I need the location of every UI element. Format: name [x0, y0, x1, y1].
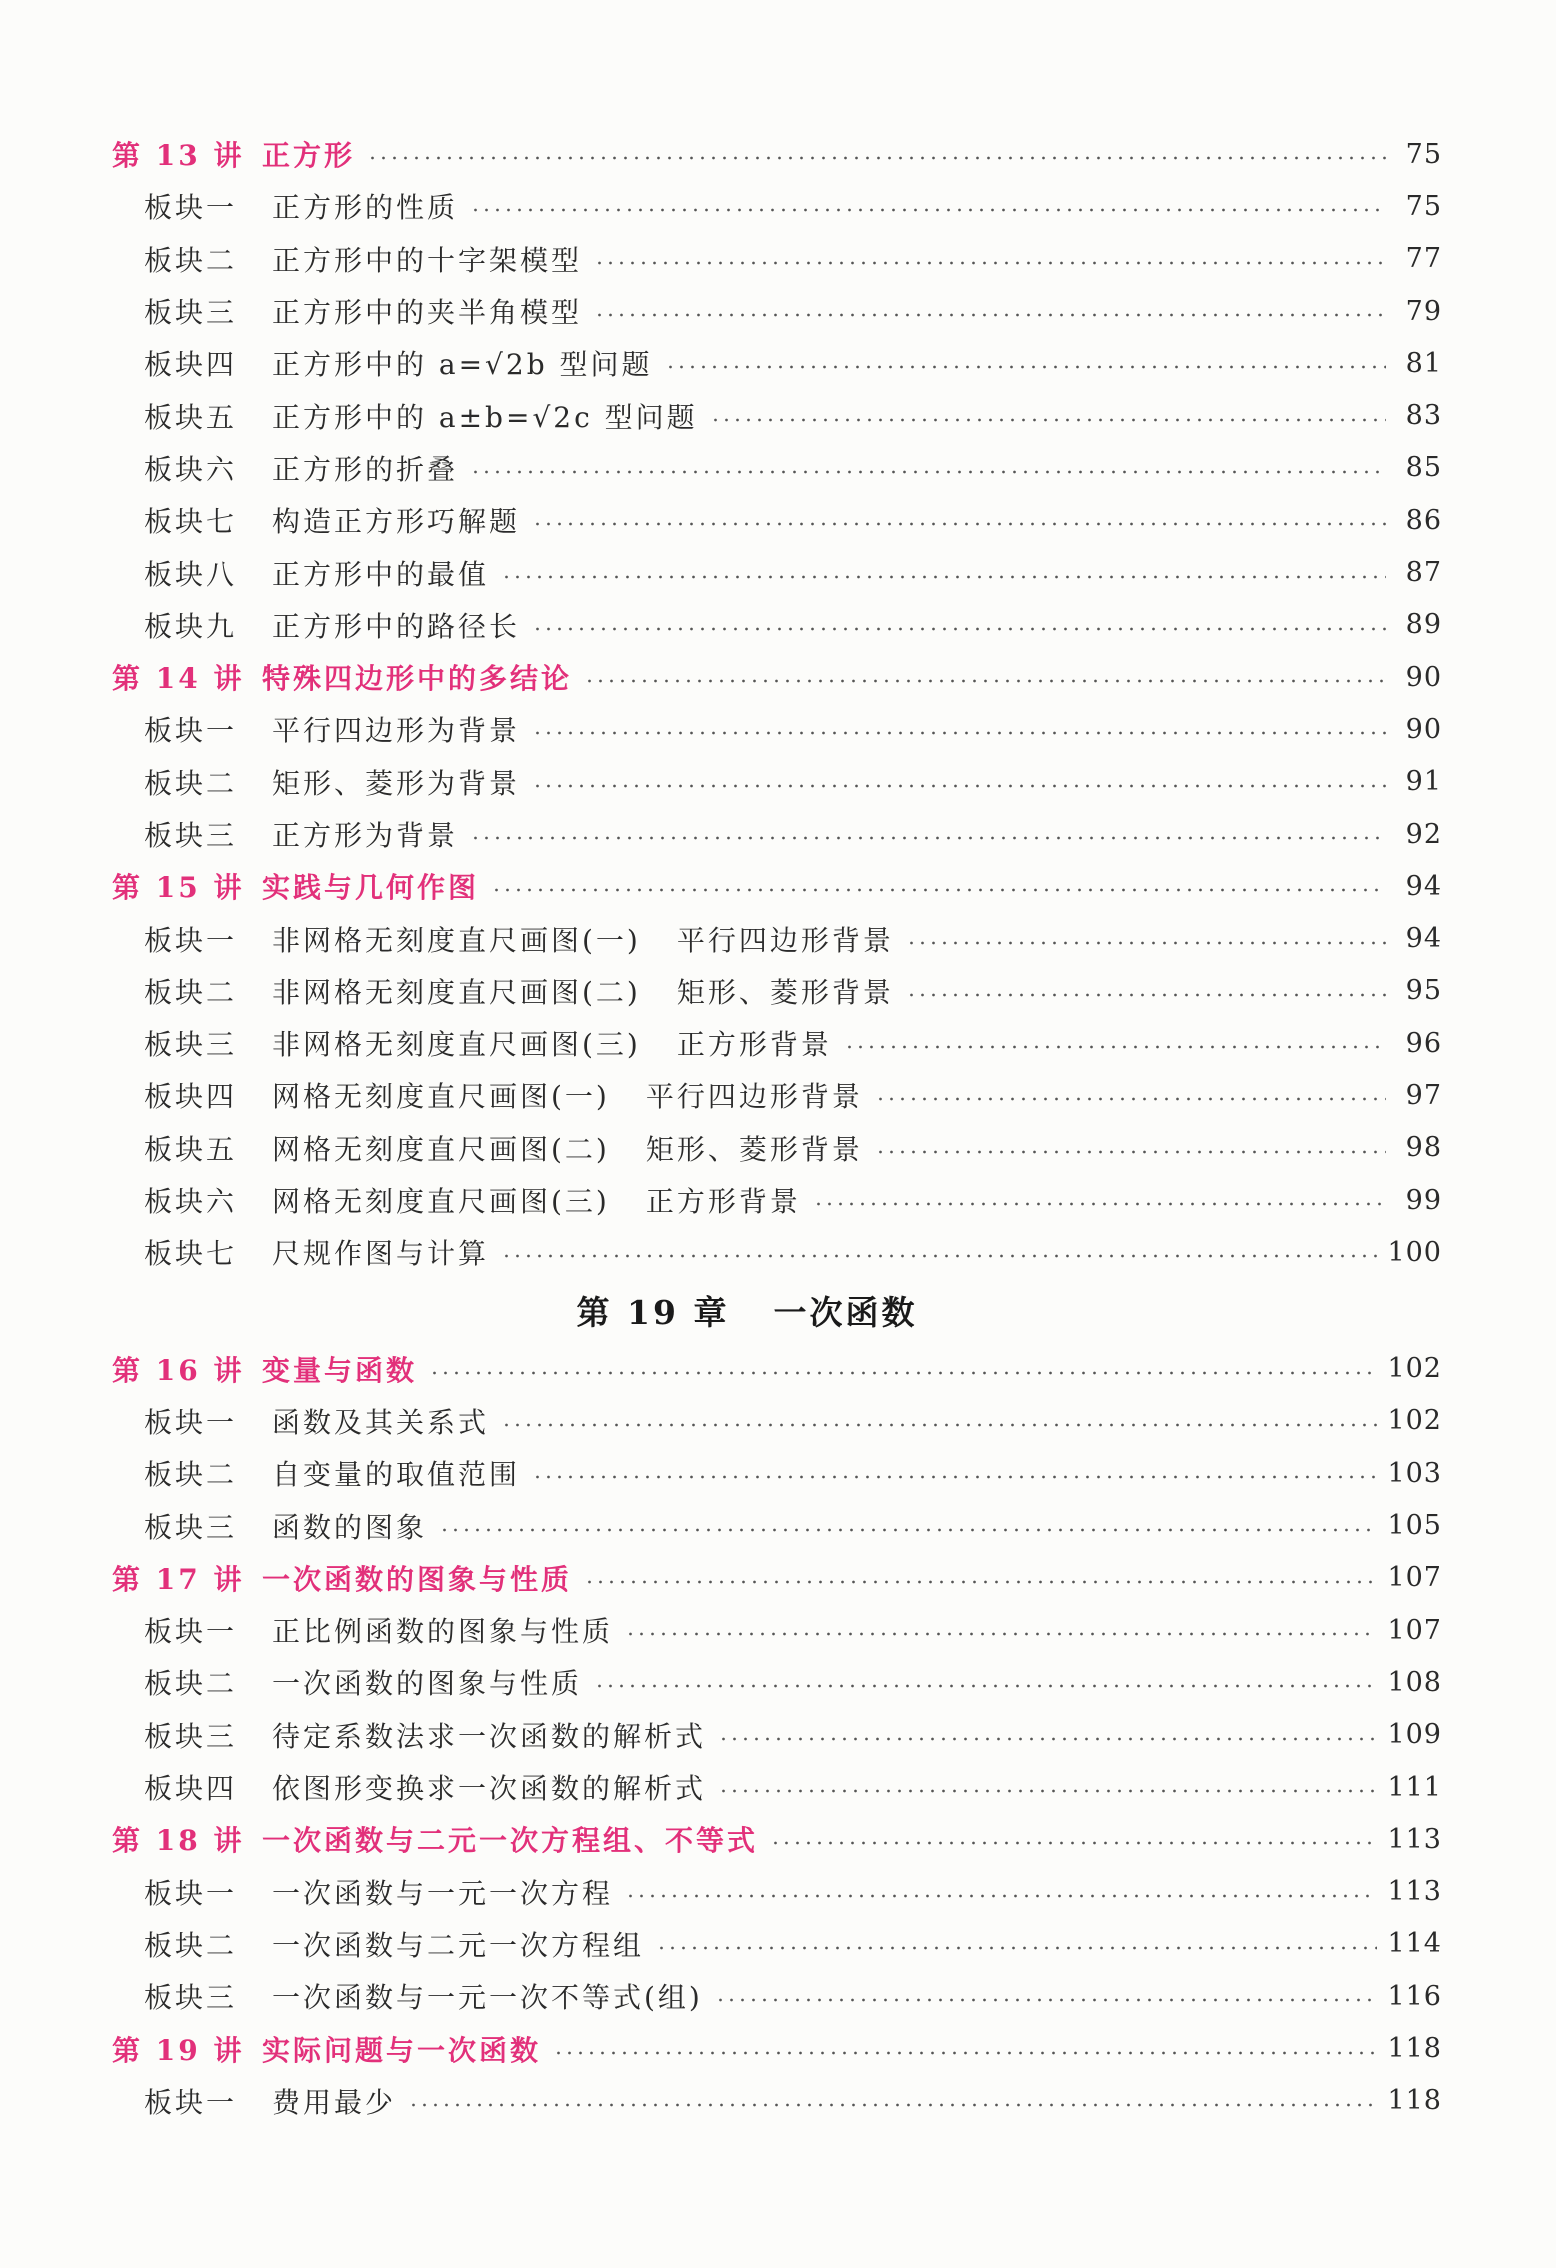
block-title-main: 费用最少	[272, 2085, 397, 2119]
block-label: 板块二	[144, 766, 238, 800]
toc-block-entry[interactable]	[112, 1069, 1442, 1121]
dot-leader	[553, 2050, 1377, 2056]
dot-leader	[532, 783, 1386, 789]
block-title-main: 非网格无刻度直尺画图(一)	[272, 923, 641, 957]
toc-block-entry[interactable]	[112, 1761, 1442, 1813]
toc-block-entry[interactable]	[112, 1970, 1442, 2022]
block-title-main: 正方形中的最值	[272, 557, 490, 591]
page-number: 116	[1387, 1980, 1442, 2012]
dot-leader	[594, 260, 1386, 266]
block-title-main: 正方形为背景	[272, 819, 459, 852]
block-label: 板块三	[144, 1719, 238, 1753]
toc-block-entry[interactable]	[112, 2075, 1442, 2127]
toc-block-entry[interactable]	[112, 1122, 1442, 1174]
page-number: 89	[1405, 609, 1442, 641]
block-title	[272, 2081, 396, 2121]
page-number: 91	[1405, 766, 1442, 798]
block-subtitle: 平行四边形背景	[645, 1080, 863, 1114]
dot-leader	[770, 1840, 1377, 1846]
page-number: 111	[1387, 1771, 1442, 1803]
block-subtitle: 正方形背景	[676, 1028, 832, 1062]
page-number: 102	[1387, 1405, 1442, 1437]
dot-leader	[625, 1893, 1377, 1899]
block-label: 板块三	[144, 296, 238, 330]
block-title	[272, 291, 582, 331]
toc-block-entry[interactable]	[112, 1395, 1442, 1447]
toc-lecture-entry[interactable]	[112, 860, 1442, 912]
block-title	[272, 343, 653, 383]
dot-leader	[429, 1370, 1377, 1376]
page-number: 114	[1387, 1928, 1442, 1960]
dot-leader	[532, 626, 1386, 632]
page-number: 96	[1405, 1027, 1442, 1059]
page-number: 103	[1387, 1457, 1442, 1489]
block-title-main: 网格无刻度直尺画图(二)	[272, 1132, 610, 1166]
block-subtitle: 正方形背景	[645, 1185, 801, 1219]
dot-leader	[501, 574, 1386, 580]
block-subtitle: 矩形、菱形背景	[676, 975, 894, 1009]
page-number: 90	[1405, 661, 1442, 693]
toc-block-entry[interactable]	[112, 389, 1442, 441]
page-number: 86	[1405, 504, 1442, 536]
page-number: 95	[1405, 975, 1442, 1007]
dot-leader	[501, 1422, 1377, 1428]
block-title	[272, 1128, 863, 1168]
dot-leader	[408, 2102, 1377, 2108]
toc-block-entry[interactable]	[112, 1604, 1442, 1656]
toc-block-entry[interactable]	[112, 1499, 1442, 1551]
lecture-title: 变量与函数	[262, 1353, 418, 1387]
block-title	[272, 762, 520, 802]
block-label: 板块七	[144, 1237, 238, 1271]
page-number: 75	[1405, 190, 1442, 222]
block-label: 板块三	[144, 1981, 238, 2015]
dot-leader	[718, 1788, 1377, 1794]
block-title-main: 矩形、菱形为背景	[272, 766, 521, 800]
block-label: 板块一	[144, 2085, 238, 2119]
block-title	[272, 186, 458, 226]
block-subtitle: 平行四边形背景	[676, 923, 894, 957]
dot-leader	[906, 992, 1386, 998]
block-title-main: 函数的图象	[272, 1510, 428, 1544]
dot-leader	[665, 364, 1386, 370]
block-label: 板块八	[144, 557, 238, 591]
toc-lecture-entry[interactable]	[112, 1552, 1442, 1604]
lecture-number: 第 19 讲	[112, 2033, 245, 2067]
block-label: 板块四	[144, 348, 238, 382]
dot-leader	[715, 1997, 1378, 2003]
lecture-number: 第 17 讲	[112, 1562, 245, 1596]
block-title	[272, 1662, 582, 1702]
toc-block-entry[interactable]	[112, 703, 1442, 755]
block-title	[272, 1715, 706, 1755]
page-number: 75	[1405, 138, 1442, 170]
block-title-main: 平行四边形为背景	[272, 714, 521, 748]
block-label: 板块一	[144, 923, 238, 957]
block-title-main: 正方形中的 a=√2b 型问题	[272, 348, 653, 382]
block-label: 板块五	[144, 1132, 238, 1166]
block-title-main: 正方形的性质	[272, 191, 459, 225]
dot-leader	[584, 1579, 1377, 1585]
block-title-main: 依图形变换求一次函数的解析式	[272, 1772, 707, 1806]
dot-leader	[532, 1474, 1377, 1480]
block-title-main: 一次函数与一元一次方程	[272, 1876, 614, 1910]
block-title	[272, 553, 489, 593]
block-title-main: 待定系数法求一次函数的解析式	[272, 1719, 707, 1753]
dot-leader	[875, 1096, 1386, 1102]
lecture-number: 第 15 讲	[112, 871, 245, 905]
block-title-main: 一次函数与二元一次方程组	[272, 1928, 645, 1962]
block-label: 板块六	[144, 452, 238, 486]
dot-leader	[491, 887, 1386, 893]
table-of-contents	[112, 128, 1442, 2127]
page-number: 113	[1387, 1823, 1442, 1855]
block-label: 板块七	[144, 505, 238, 539]
block-title-main: 一次函数的图象与性质	[272, 1667, 583, 1701]
block-title-main: 一次函数与一元一次不等式(组)	[272, 1981, 703, 2015]
lecture-number: 第 16 讲	[112, 1353, 245, 1387]
dot-leader	[906, 940, 1386, 946]
block-label: 板块六	[144, 1185, 238, 1219]
dot-leader	[367, 155, 1386, 161]
dot-leader	[875, 1149, 1386, 1155]
block-title	[272, 605, 520, 645]
block-title	[272, 1401, 489, 1441]
block-subtitle: 矩形、菱形背景	[645, 1132, 863, 1166]
block-title-main: 非网格无刻度直尺画图(二)	[272, 975, 641, 1009]
dot-leader	[594, 1683, 1377, 1689]
toc-block-entry[interactable]	[112, 808, 1442, 860]
block-title	[272, 814, 458, 854]
page-number: 92	[1405, 818, 1442, 850]
dot-leader	[532, 521, 1386, 527]
block-label: 板块九	[144, 609, 238, 643]
chapter-number: 第 19 章	[576, 1293, 730, 1333]
toc-block-entry[interactable]	[112, 1656, 1442, 1708]
page-number: 102	[1387, 1353, 1442, 1385]
block-title	[272, 396, 698, 436]
dot-leader	[656, 1945, 1377, 1951]
block-title-main: 正方形中的十字架模型	[272, 243, 583, 277]
page-number: 77	[1405, 243, 1442, 275]
block-label: 板块四	[144, 1772, 238, 1806]
lecture-number: 第 13 讲	[112, 139, 245, 173]
dot-leader	[813, 1201, 1386, 1207]
toc-block-entry[interactable]	[112, 1709, 1442, 1761]
lecture-title: 特殊四边形中的多结论	[262, 662, 573, 696]
page-number: 98	[1405, 1132, 1442, 1164]
block-title-main: 正方形中的夹半角模型	[272, 296, 583, 330]
block-title	[272, 1924, 644, 1964]
lecture-number: 第 14 讲	[112, 662, 245, 696]
dot-leader	[470, 469, 1386, 475]
toc-lecture-entry[interactable]	[112, 2022, 1442, 2074]
page-number: 99	[1405, 1184, 1442, 1216]
block-title	[272, 448, 458, 488]
chapter-title: 一次函数	[773, 1293, 918, 1333]
lecture-title: 一次函数的图象与性质	[262, 1562, 573, 1596]
block-title	[272, 1872, 613, 1912]
block-title-main: 构造正方形巧解题	[272, 505, 521, 539]
block-title-main: 尺规作图与计算	[272, 1237, 490, 1271]
page-number: 79	[1405, 295, 1442, 327]
block-title	[272, 1023, 832, 1063]
chapter-heading	[112, 1279, 1442, 1343]
page-number: 113	[1387, 1876, 1442, 1908]
block-title	[272, 1610, 613, 1650]
toc-block-entry[interactable]	[112, 1226, 1442, 1278]
dot-leader	[584, 678, 1386, 684]
block-label: 板块一	[144, 1405, 238, 1439]
block-title-main: 正方形中的路径长	[272, 609, 521, 643]
lecture-title: 实际问题与一次函数	[262, 2033, 542, 2067]
block-title-main: 网格无刻度直尺画图(一)	[272, 1080, 610, 1114]
page-number: 105	[1387, 1510, 1442, 1542]
dot-leader	[470, 835, 1386, 841]
dot-leader	[718, 1736, 1377, 1742]
toc-block-entry[interactable]	[112, 1017, 1442, 1069]
toc-block-entry[interactable]	[112, 285, 1442, 337]
page-number: 107	[1387, 1614, 1442, 1646]
toc-block-entry[interactable]	[112, 912, 1442, 964]
toc-block-entry[interactable]	[112, 1447, 1442, 1499]
toc-block-entry[interactable]	[112, 233, 1442, 285]
page-number: 118	[1387, 2085, 1442, 2117]
block-title	[272, 709, 520, 749]
toc-block-entry[interactable]	[112, 599, 1442, 651]
page-number: 97	[1405, 1079, 1442, 1111]
page-number: 118	[1387, 2033, 1442, 2065]
block-title	[272, 1453, 520, 1493]
block-title-main: 网格无刻度直尺画图(三)	[272, 1185, 610, 1219]
block-label: 板块二	[144, 1458, 238, 1492]
block-title	[272, 1232, 489, 1272]
page-number: 87	[1405, 557, 1442, 589]
dot-leader	[625, 1631, 1377, 1637]
toc-block-entry[interactable]	[112, 546, 1442, 598]
block-title	[272, 971, 894, 1011]
block-label: 板块二	[144, 1928, 238, 1962]
toc-block-entry[interactable]	[112, 756, 1442, 808]
block-title-main: 自变量的取值范围	[272, 1458, 521, 1492]
dot-leader	[594, 312, 1386, 318]
block-label: 板块二	[144, 243, 238, 277]
block-title	[272, 1180, 801, 1220]
page-number: 90	[1405, 713, 1442, 745]
block-title-main: 正方形中的 a±b=√2c 型问题	[272, 400, 698, 434]
toc-block-entry[interactable]	[112, 1866, 1442, 1918]
page-number: 108	[1387, 1666, 1442, 1698]
toc-block-entry[interactable]	[112, 1174, 1442, 1226]
block-title-main: 非网格无刻度直尺画图(三)	[272, 1028, 641, 1062]
toc-lecture-entry[interactable]	[112, 1343, 1442, 1395]
dot-leader	[710, 417, 1386, 423]
lecture-title: 实践与几何作图	[262, 871, 480, 905]
block-label: 板块一	[144, 191, 238, 225]
page-number: 107	[1387, 1562, 1442, 1594]
block-title	[272, 239, 582, 279]
block-title-main: 函数及其关系式	[272, 1405, 490, 1439]
toc-block-entry[interactable]	[112, 965, 1442, 1017]
dot-leader	[470, 207, 1386, 213]
block-title-main: 正比例函数的图象与性质	[272, 1615, 614, 1649]
page-number: 81	[1405, 347, 1442, 379]
block-title	[272, 1506, 427, 1546]
lecture-number: 第 18 讲	[112, 1824, 245, 1858]
block-label: 板块二	[144, 975, 238, 1009]
toc-block-entry[interactable]	[112, 180, 1442, 232]
dot-leader	[439, 1527, 1377, 1533]
block-title	[272, 500, 520, 540]
block-label: 板块一	[144, 1876, 238, 1910]
block-label: 板块一	[144, 714, 238, 748]
dot-leader	[844, 1044, 1386, 1050]
page-number: 100	[1387, 1236, 1442, 1268]
page-number: 109	[1387, 1719, 1442, 1751]
block-title-main: 正方形的折叠	[272, 452, 459, 486]
block-label: 板块二	[144, 1667, 238, 1701]
toc-block-entry[interactable]	[112, 442, 1442, 494]
toc-block-entry[interactable]	[112, 1918, 1442, 1970]
block-label: 板块五	[144, 400, 238, 434]
block-title	[272, 919, 894, 959]
lecture-title: 正方形	[262, 139, 356, 173]
page-number: 83	[1405, 400, 1442, 432]
block-label: 板块三	[144, 1028, 238, 1062]
toc-lecture-entry[interactable]	[112, 651, 1442, 703]
toc-lecture-entry[interactable]	[112, 128, 1442, 180]
toc-lecture-entry[interactable]	[112, 1813, 1442, 1865]
block-label: 板块一	[144, 1615, 238, 1649]
page-number: 94	[1405, 923, 1442, 955]
toc-block-entry[interactable]	[112, 337, 1442, 389]
block-title	[272, 1976, 703, 2016]
dot-leader	[501, 1253, 1377, 1259]
toc-block-entry[interactable]	[112, 494, 1442, 546]
block-title	[272, 1767, 706, 1807]
dot-leader	[532, 730, 1386, 736]
block-label: 板块三	[144, 819, 238, 852]
page-number: 85	[1405, 452, 1442, 484]
block-title	[272, 1075, 863, 1115]
block-label: 板块三	[144, 1510, 238, 1544]
page-number: 94	[1405, 870, 1442, 902]
block-label: 板块四	[144, 1080, 238, 1114]
lecture-title: 一次函数与二元一次方程组、不等式	[262, 1824, 759, 1858]
